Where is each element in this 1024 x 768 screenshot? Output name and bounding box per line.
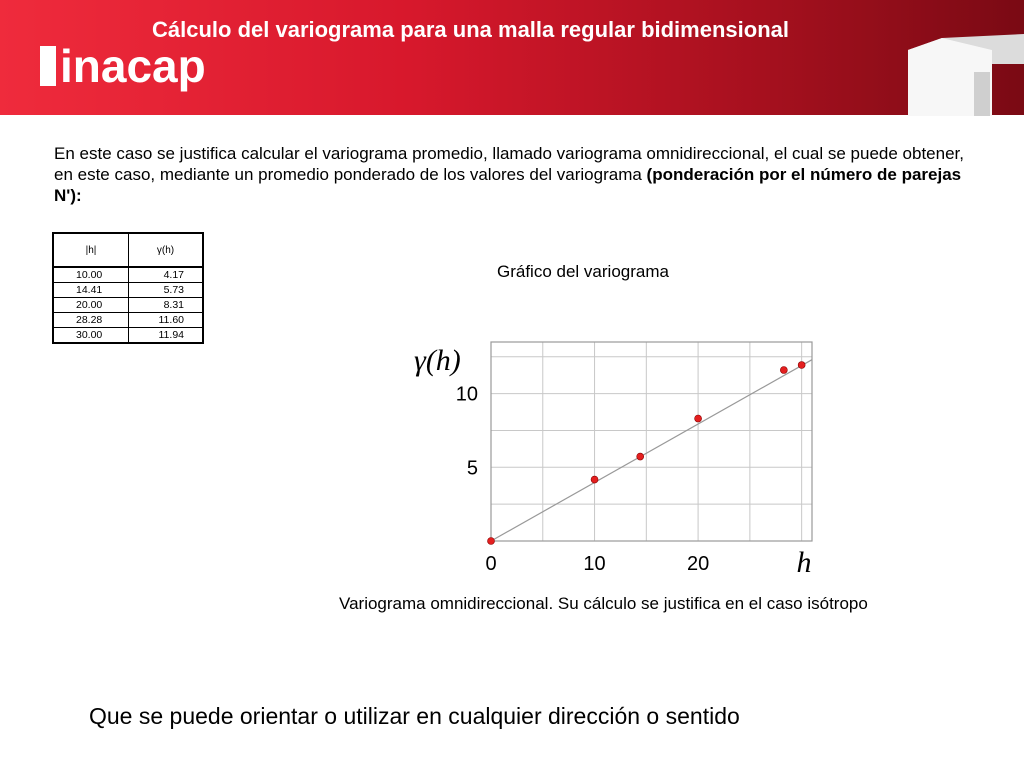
data-point (798, 361, 805, 368)
inacap-logo (38, 40, 218, 94)
y-tick-label: 5 (466, 457, 478, 480)
table-cell-gamma: 4.17 (129, 267, 204, 283)
x-tick-label: 20 (686, 553, 710, 575)
table-cell-gamma: 8.31 (129, 298, 204, 313)
data-point (488, 538, 495, 545)
table-header-row (53, 233, 203, 267)
table-cell-h: 10.00 (53, 267, 129, 283)
table-cell-gamma: 5.73 (129, 283, 204, 298)
data-point (637, 453, 644, 460)
y-axis-label: γ(h) (414, 344, 461, 377)
cube-graphic (900, 24, 1024, 124)
chart-caption: Variograma omnidireccional. Su cálculo se justifica en el caso isótropo (339, 594, 868, 613)
page-title: Cálculo del variograma para una malla regular bidimensional (152, 17, 789, 42)
intro-paragraph (54, 143, 964, 206)
table-row (53, 313, 203, 328)
table-header-gamma: γ(h) (129, 233, 204, 267)
table-row (53, 283, 203, 298)
footer-statement: Que se puede orientar o utilizar en cualquier dirección o sentido (89, 703, 740, 729)
table-cell-gamma: 11.60 (129, 313, 204, 328)
table-cell-gamma: 11.94 (129, 328, 204, 344)
table-row (53, 267, 203, 283)
x-axis-label: h (796, 546, 812, 579)
y-tick-label: 10 (455, 383, 478, 406)
chart-background (414, 330, 834, 580)
logo-text: inacap (60, 40, 206, 92)
header-banner (0, 0, 1024, 115)
data-point (780, 367, 787, 374)
table-cell-h: 30.00 (53, 328, 129, 344)
intro-bold-text: (ponderación por el número de parejas N'): (54, 165, 962, 205)
table-row (53, 298, 203, 313)
chart-title: Gráfico del variograma (497, 262, 669, 281)
table-cell-h: 14.41 (53, 283, 129, 298)
x-tick-label: 0 (485, 553, 497, 575)
data-point (591, 476, 598, 483)
table-row (53, 328, 203, 344)
table-header-h: |h| (53, 233, 129, 267)
table-cell-h: 28.28 (53, 313, 129, 328)
x-tick-label: 10 (583, 553, 606, 575)
table-cell-h: 20.00 (53, 298, 129, 313)
data-point (695, 415, 702, 422)
intro-text: En este caso se justifica calcular el variograma promedio, llamado variograma omnidireccional, el cual se puede obtener, en este caso, mediante un promedio ponderado de los valores del variograma (54, 144, 964, 184)
variogram-table (52, 232, 204, 344)
variogram-chart (414, 330, 834, 580)
